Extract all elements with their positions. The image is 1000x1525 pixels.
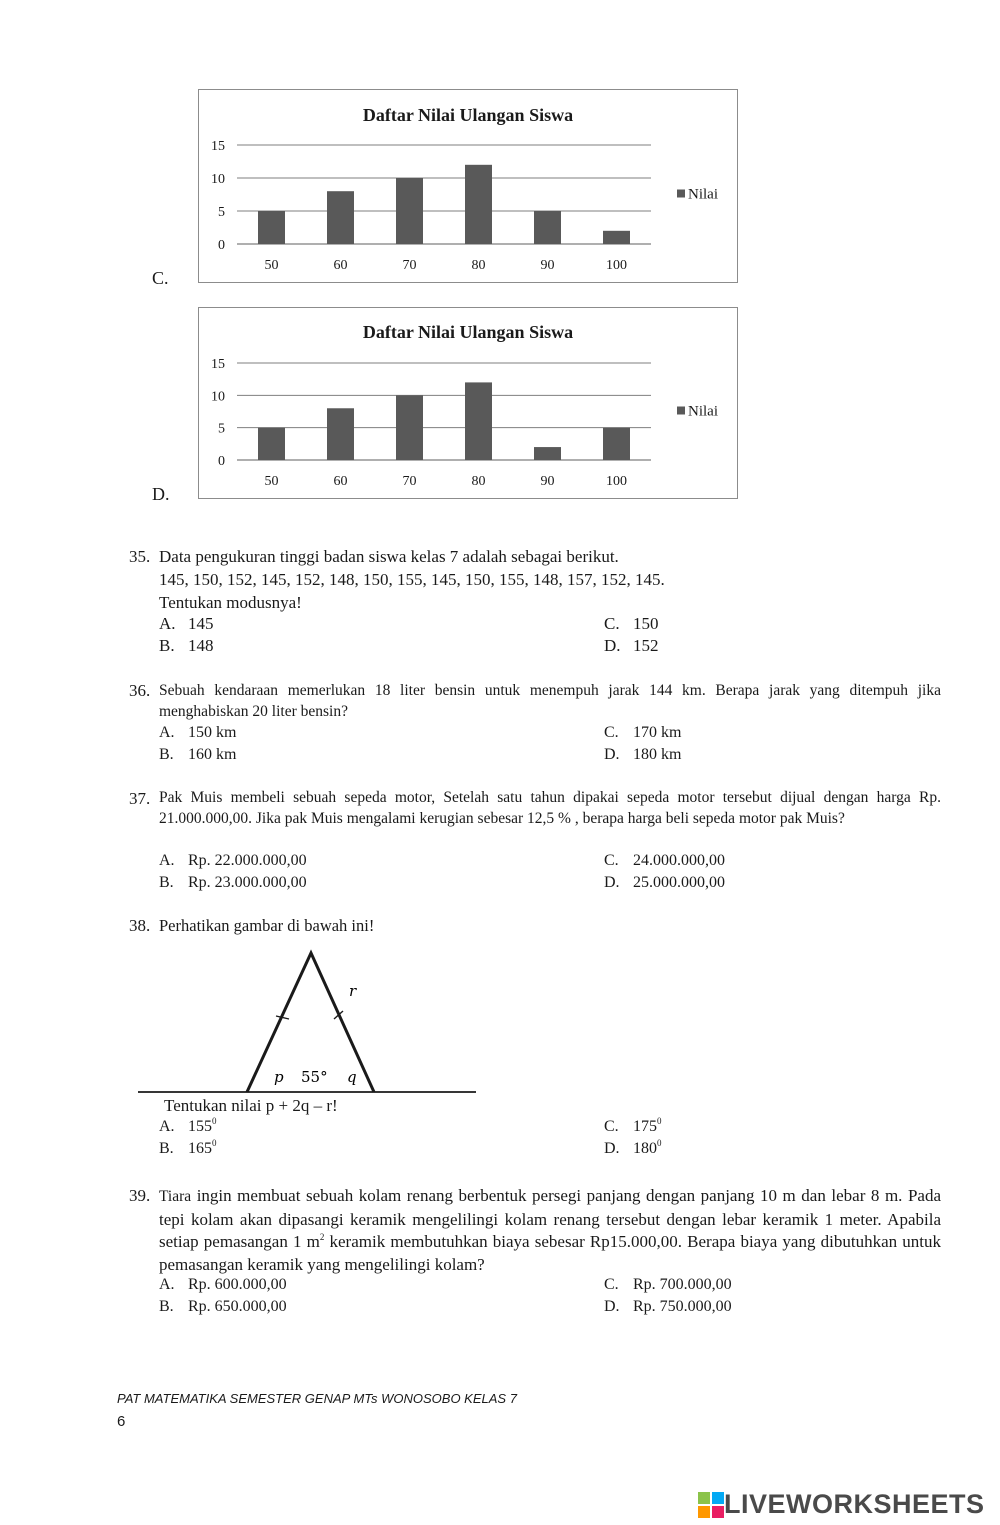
label-q: q: [347, 1068, 357, 1086]
q38-prompt: Tentukan nilai p + 2q – r!: [164, 1096, 338, 1115]
q35-option-a[interactable]: A. 145: [159, 614, 214, 633]
q38-option-a[interactable]: A. $155^0$: [159, 1116, 217, 1135]
triangle-figure: [130, 945, 490, 1105]
chart-d-x-tick-100: 100: [606, 474, 627, 489]
q39-option-c[interactable]: C. Rp. 700.000,00: [604, 1276, 732, 1293]
chart-c-bar-100: [603, 231, 630, 244]
chart-c-y-tick-10: 10: [211, 172, 225, 187]
chart-d-y-tick-5: 5: [218, 421, 225, 437]
chart-d-x-tick-90: 90: [540, 474, 555, 489]
chart-d-x-tick-60: 60: [333, 474, 348, 489]
label-p: p: [274, 1068, 284, 1086]
chart-c-bar-70: [396, 178, 423, 244]
chart-c-legend-label: Nilai: [688, 186, 718, 203]
q35-option-b[interactable]: B. 148: [159, 636, 214, 655]
q35-option-d[interactable]: D. 152: [604, 636, 659, 655]
chart-c-bar-90: [534, 211, 561, 244]
label-angle: 55°: [301, 1068, 328, 1086]
q36-option-d[interactable]: D. 180 km: [604, 746, 682, 763]
chart-d-y-tick-0: 0: [218, 454, 225, 469]
q39-option-a[interactable]: A. Rp. 600.000,00: [159, 1276, 287, 1293]
chart-c-frame: [198, 89, 738, 283]
chart-d-x-tick-50: 50: [264, 474, 279, 489]
chart-c-bar-80: [465, 165, 492, 244]
q37-option-d[interactable]: D. 25.000.000,00: [604, 874, 725, 891]
chart-c-y-tick-15: 15: [211, 139, 225, 154]
q37-option-a[interactable]: A. Rp. 22.000.000,00: [159, 852, 307, 869]
chart-c-x-tick-80: 80: [471, 258, 486, 273]
chart-c-legend-swatch: [677, 190, 685, 198]
chart-c-y-tick-5: 5: [218, 205, 225, 220]
chart-c-x-tick-60: 60: [333, 258, 348, 273]
chart-d-bar-50: [258, 428, 285, 460]
q35-line-1: Data pengukuran tinggi badan siswa kelas 7 adalah sebagai berikut.: [159, 547, 619, 566]
q36-option-a[interactable]: A. 150 km: [159, 724, 237, 741]
q36-option-c[interactable]: C. 170 km: [604, 724, 682, 741]
q37-number: 37.: [129, 789, 151, 808]
chart-d-legend-swatch: [677, 407, 685, 415]
chart-d-frame: [198, 307, 738, 499]
q37-option-c[interactable]: C. 24.000.000,00: [604, 852, 725, 869]
option-d-label: D.: [152, 484, 170, 504]
q35-number: 35.: [129, 547, 151, 566]
q39-option-d[interactable]: D. Rp. 750.000,00: [604, 1298, 732, 1315]
chart-c-y-tick-0: 0: [218, 238, 225, 253]
chart-d-bar-100: [603, 428, 630, 460]
chart-d: [199, 308, 737, 498]
chart-d-bar-70: [396, 395, 423, 460]
q35-line-3: Tentukan modusnya!: [159, 593, 302, 612]
chart-c-x-tick-90: 90: [540, 258, 555, 273]
chart-d-legend-label: Nilai: [688, 403, 718, 420]
q38-option-d[interactable]: D. $180^0$: [604, 1138, 662, 1157]
q37-text: Pak Muis membeli sebuah sepeda motor, Setelah satu tahun dipakai sepeda motor tersebut dijual dengan harga Rp. 21.000.000,00. Jika pak Muis mengalami kerugian sebesar 12,5 % , berapa harga beli sepeda motor pak Muis?: [159, 789, 941, 827]
q36-text: Sebuah kendaraan memerlukan 18 liter bensin untuk menempuh jarak 144 km. Berapa jarak yang ditempuh jika menghabiskan 20 liter bensin?: [159, 682, 941, 720]
liveworksheets-brand[interactable]: LIVEWORKSHEETS: [724, 1489, 985, 1519]
chart-c: [199, 90, 737, 282]
chart-d-bar-90: [534, 447, 561, 460]
footer-title: PAT MATEMATIKA SEMESTER GENAP MTs WONOSOBO KELAS 7: [117, 1391, 517, 1406]
q38-option-c[interactable]: C. $175^0$: [604, 1116, 662, 1135]
chart-d-y-tick-10: 10: [211, 389, 225, 405]
q38-number: 38.: [129, 916, 151, 935]
q36-number: 36.: [129, 681, 151, 700]
chart-d-bar-80: [465, 382, 492, 460]
q36-option-b[interactable]: B. 160 km: [159, 746, 237, 763]
q37-option-b[interactable]: B. Rp. 23.000.000,00: [159, 874, 307, 891]
label-r: r: [349, 982, 357, 1000]
chart-d-bar-60: [327, 408, 354, 460]
liveworksheets-logo-icon: [698, 1492, 724, 1518]
chart-d-x-tick-80: 80: [471, 474, 486, 489]
chart-c-x-tick-100: 100: [606, 258, 627, 273]
q39-option-b[interactable]: B. Rp. 650.000,00: [159, 1298, 287, 1315]
q38-option-b[interactable]: B. $165^0$: [159, 1138, 217, 1157]
q39-text: Tiara ingin membuat sebuah kolam renang berbentuk persegi panjang dengan panjang 10 m dan lebar 8 m. Pada tepi kolam akan dipasangi keramik mengelilingi kolam renang tersebut dengan lebar keramik 1 meter. Apabila setiap pemasangan 1 $m^2$ keramik membutuhkan biaya sebesar Rp15.000,00. Berapa biaya yang dibutuhkan untuk pemasangan keramik yang mengelilingi kolam?: [159, 1186, 941, 1274]
chart-c-bar-50: [258, 211, 285, 244]
q38-text: Perhatikan gambar di bawah ini!: [159, 916, 375, 935]
option-c-label: C.: [152, 268, 169, 288]
chart-d-x-tick-70: 70: [402, 474, 417, 489]
chart-c-title: Daftar Nilai Ulangan Siswa: [362, 105, 574, 125]
q35-option-c[interactable]: C. 150: [604, 614, 659, 633]
q35-line-2: 145, 150, 152, 145, 152, 148, 150, 155, 145, 150, 155, 148, 157, 152, 145.: [159, 570, 665, 589]
chart-d-y-tick-15: 15: [211, 357, 225, 372]
chart-c-bar-60: [327, 191, 354, 244]
chart-c-x-tick-50: 50: [264, 258, 279, 273]
q39-number: 39.: [129, 1186, 151, 1205]
chart-d-title: Daftar Nilai Ulangan Siswa: [362, 322, 574, 342]
chart-c-x-tick-70: 70: [402, 258, 417, 273]
page-number: 6: [117, 1413, 126, 1430]
